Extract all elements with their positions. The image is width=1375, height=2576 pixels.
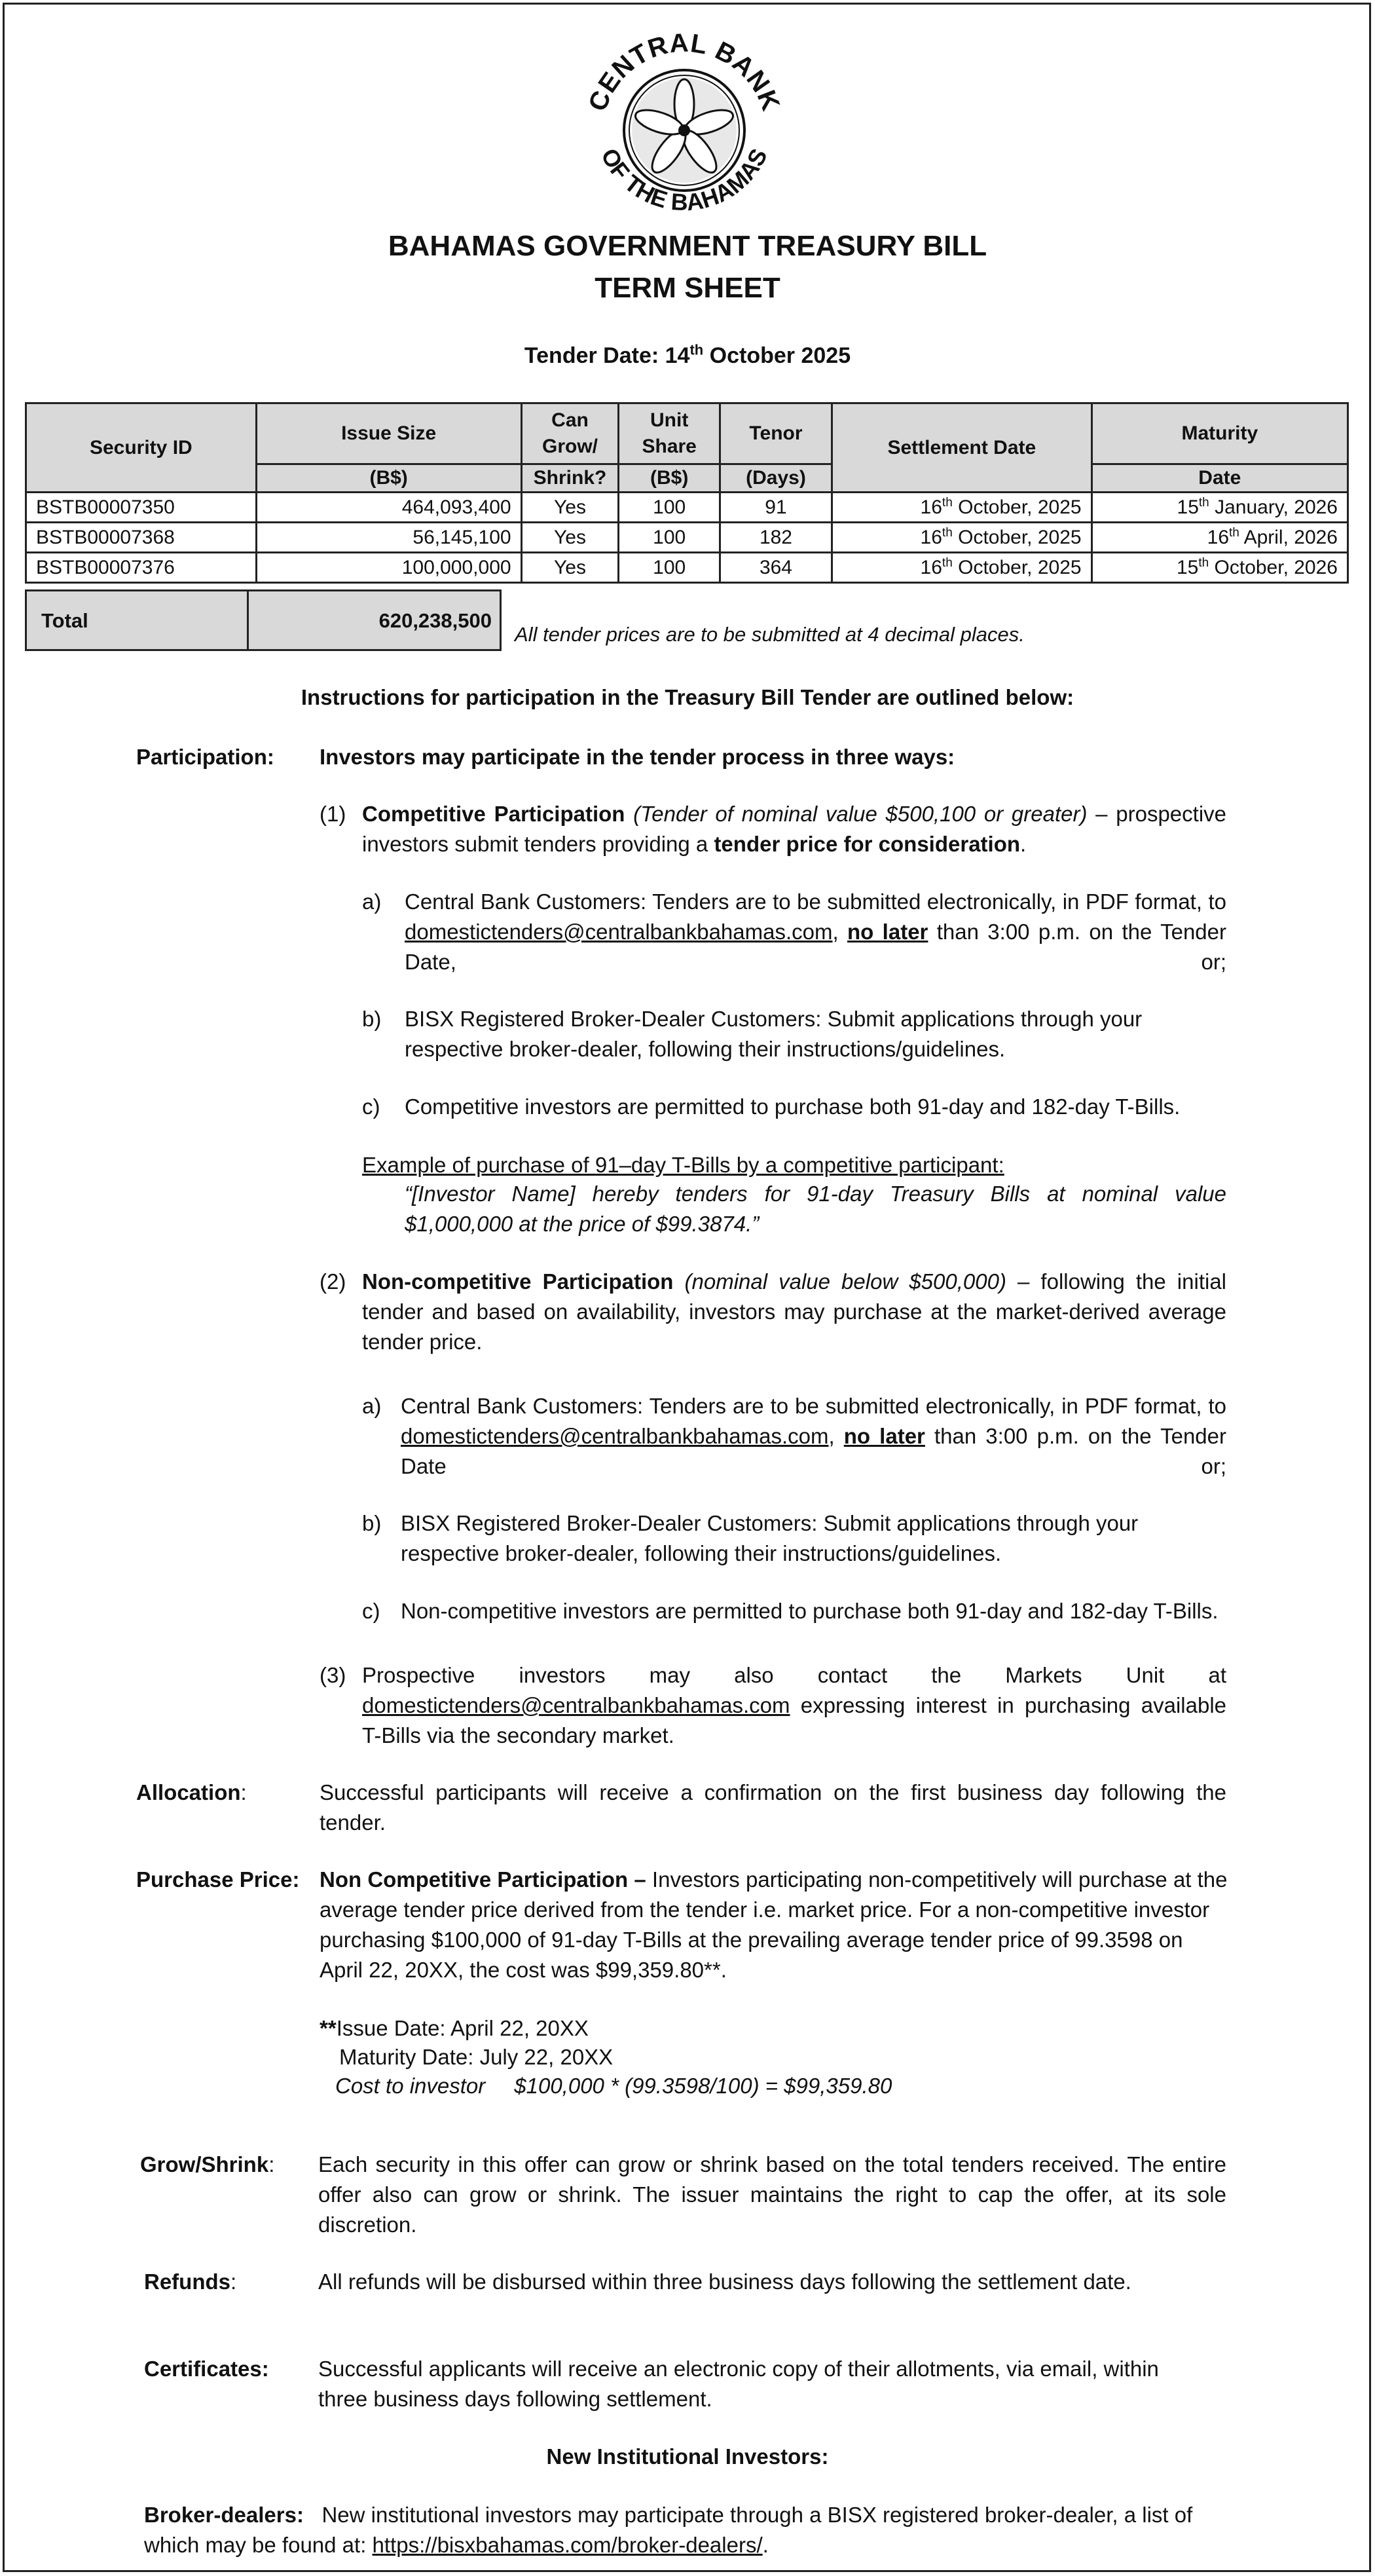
cell-tenor: 91 [720, 493, 832, 523]
cell-settlement: 16th October, 2025 [832, 523, 1092, 553]
col-issue-size: Issue Size [256, 403, 521, 464]
grow-shrink-text: Each security in this offer can grow or shrink based on the total tenders received. The entire offer also can grow or shrink. The issuer maintains the right to cap the offer, at its sole discretion. [318, 2152, 1226, 2237]
cell-tenor: 182 [720, 523, 832, 553]
instructions-heading: Instructions for participation in the Treasury Bill Tender are outlined below: [301, 685, 1074, 709]
table-row [26, 493, 1348, 523]
cell-maturity: 16th April, 2026 [1091, 523, 1348, 553]
contact-paragraph: Prospective investors may also contact the Markets Unit at domestictenders@centralbankbahamas.com expressing interest in purchasing available T-Bills via the secondary market. [362, 1663, 1226, 1747]
col-settlement-date: Settlement Date [832, 403, 1092, 493]
tender-date: Tender Date: 14th October 2025 [524, 341, 851, 368]
grow-shrink-label: Grow/Shrink: [140, 2152, 275, 2176]
noncomp-a-mark: a) [362, 1394, 382, 1418]
cell-settlement: 16th October, 2025 [832, 553, 1092, 583]
new-investors-heading: New Institutional Investors: [546, 2444, 829, 2469]
doc-title-line2: TERM SHEET [595, 272, 780, 304]
noncomp-b-text: BISX Registered Broker-Dealer Customers: Submit applications through your respective broker-dealer, following their instructions/guidelines. [401, 1511, 1139, 1565]
comp-b-text: BISX Registered Broker-Dealer Customers: Submit applications through your respective broker-dealer, following their instructions/guidelines. [405, 1007, 1143, 1061]
issue-date-note: **Issue Date: April 22, 20XX [320, 2016, 589, 2040]
col-security-id: Security ID [26, 403, 257, 493]
allocation-label: Allocation: [136, 1780, 247, 1804]
cell-tenor: 364 [720, 553, 832, 583]
treasury-bill-table [25, 402, 1349, 584]
noncomp-c-text: Non-competitive investors are permitted to purchase both 91-day and 182-day T-Bills. [401, 1599, 1219, 1623]
example-heading: Example of purchase of 91–day T-Bills by a competitive participant: [362, 1153, 1004, 1177]
contact-number: (3) [320, 1663, 346, 1687]
col-maturity: Maturity [1091, 403, 1348, 464]
col-maturity-2: Date [1091, 464, 1348, 493]
col-tenor: Tenor [720, 403, 832, 464]
cell-issue-size: 56,145,100 [256, 523, 521, 553]
cell-security-id: BSTB00007376 [26, 553, 257, 583]
refunds-text: All refunds will be disbursed within three business days following the settlement date. [318, 2269, 1131, 2294]
doc-title-line1: BAHAMAS GOVERNMENT TREASURY BILL [388, 230, 987, 262]
noncomp-number: (2) [320, 1269, 346, 1294]
cell-unit-share: 100 [619, 493, 720, 523]
cell-issue-size: 464,093,400 [256, 493, 521, 523]
comp-b-mark: b) [362, 1007, 382, 1031]
comp-a-text: Central Bank Customers: Tenders are to be submitted electronically, in PDF format, to domestictenders@centralbankbahamas.com, no later than 3:00 p.m. on the Tender Date, or; [405, 889, 1226, 974]
col-unit-share-unit: (B$) [619, 464, 720, 493]
noncomp-c-mark: c) [362, 1599, 380, 1623]
cell-unit-share: 100 [619, 523, 720, 553]
noncomp-a-text: Central Bank Customers: Tenders are to be submitted electronically, in PDF format, to domestictenders@centralbankbahamas.com, no later than 3:00 p.m. on the Tender Date or; [401, 1394, 1226, 1478]
cell-security-id: BSTB00007368 [26, 523, 257, 553]
email-link[interactable]: domestictenders@centralbankbahamas.com [401, 1424, 829, 1448]
broker-dealers-link[interactable]: https://bisxbahamas.com/broker-dealers/ [372, 2533, 763, 2557]
example-text: “[Investor Name] hereby tenders for 91-day Treasury Bills at nominal value $1,000,000 at the price of $99.3874.” [405, 1182, 1226, 1236]
refunds-label: Refunds: [144, 2269, 237, 2294]
col-can-grow-2: Shrink? [521, 464, 619, 493]
certificates-label: Certificates: [144, 2357, 269, 2381]
total-box [25, 589, 502, 651]
col-can-grow: Can Grow/ [521, 403, 619, 464]
cell-issue-size: 100,000,000 [256, 553, 521, 583]
cell-can-grow: Yes [521, 553, 619, 583]
table-header-row [26, 403, 1348, 464]
purchase-price-text: Non Competitive Participation – Investors participating non-competitively will purchase at the average tender price derived from the tender i.e. market price. For a non-competitive investor purchasing $100,000 of 91-day T-Bills at the prevailing average tender price of 99.3598 on April 22, 20XX, the cost was $99,359.80**. [320, 1867, 1228, 1982]
col-tenor-unit: (Days) [720, 464, 832, 493]
purchase-price-label: Purchase Price: [136, 1867, 300, 1892]
decimal-places-note: All tender prices are to be submitted at 4 decimal places. [515, 623, 1025, 646]
table-row [26, 523, 1348, 553]
noncomp-b-mark: b) [362, 1511, 382, 1535]
email-link[interactable]: domestictenders@centralbankbahamas.com [362, 1693, 790, 1717]
comp-number: (1) [320, 802, 346, 826]
table-row [26, 553, 1348, 583]
seal-top-text: CENTRAL BANK [583, 28, 786, 115]
cell-security-id: BSTB00007350 [26, 493, 257, 523]
total-label: Total [41, 609, 88, 632]
comp-paragraph: Competitive Participation (Tender of nominal value $500,100 or greater) – prospective investors submit tenders providing a tender price for consideration. [362, 802, 1226, 856]
cell-can-grow: Yes [521, 523, 619, 553]
email-link[interactable]: domestictenders@centralbankbahamas.com [405, 920, 833, 944]
comp-a-mark: a) [362, 889, 382, 914]
noncomp-paragraph: Non-competitive Participation (nominal value below $500,000) – following the initial tender and based on availability, investors may purchase at the market-derived average tender price. [362, 1269, 1227, 1354]
cell-can-grow: Yes [521, 493, 619, 523]
comp-c-mark: c) [362, 1094, 380, 1119]
broker-dealers-paragraph: Broker-dealers: New institutional investors may participate through a BISX registered broker-dealer, a list of which may be found at: https://bisxbahamas.com/broker-dealers/. [144, 2503, 1199, 2557]
participation-intro: Investors may participate in the tender process in three ways: [320, 745, 955, 769]
allocation-text: Successful participants will receive a confirmation on the first business day following the tender. [320, 1780, 1226, 1835]
seal-bottom-text: OF THE BAHAMAS [596, 143, 773, 216]
certificates-text: Successful applicants will receive an electronic copy of their allotments, via email, within three business days following settlement. [318, 2357, 1159, 2411]
cell-unit-share: 100 [619, 553, 720, 583]
cell-settlement: 16th October, 2025 [832, 493, 1092, 523]
col-unit-share: Unit Share [619, 403, 720, 464]
cell-maturity: 15th January, 2026 [1091, 493, 1348, 523]
col-issue-size-unit: (B$) [256, 464, 521, 493]
cost-note: Cost to investor $100,000 * (99.3598/100) = $99,359.80 [335, 2074, 892, 2098]
central-bank-seal-logo [576, 22, 792, 238]
comp-c-text: Competitive investors are permitted to purchase both 91-day and 182-day T-Bills. [405, 1094, 1181, 1119]
participation-label: Participation: [136, 745, 274, 769]
maturity-date-note: Maturity Date: July 22, 20XX [339, 2045, 614, 2069]
total-value: 620,238,500 [378, 609, 492, 632]
cell-maturity: 15th October, 2026 [1091, 553, 1348, 583]
